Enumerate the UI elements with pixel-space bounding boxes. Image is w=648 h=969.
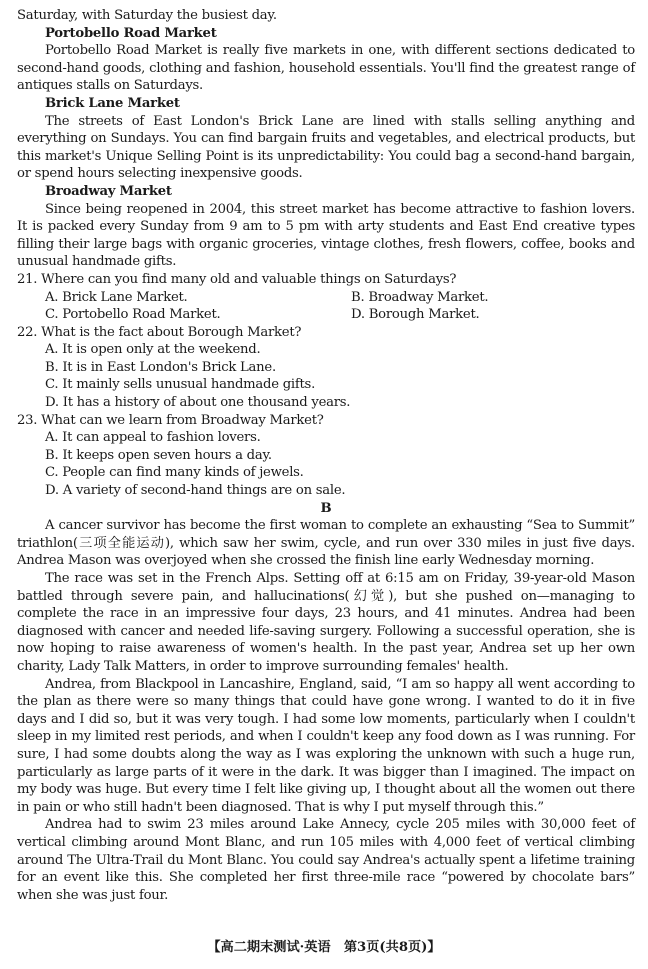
question-stem: 21. Where can you find many old and valuable things on Saturdays? (17, 271, 457, 287)
option-d[interactable]: D. Borough Market. (351, 307, 480, 323)
question-stem: 23. What can we learn from Broadway Market? (17, 412, 324, 428)
option-b[interactable]: B. Broadway Market. (351, 289, 489, 305)
option-a[interactable]: A. It can appeal to fashion lovers. (45, 430, 261, 446)
question-options (17, 289, 635, 324)
question-23 (17, 412, 635, 500)
section-text-broadway: Since being reopened in 2004, this street market has become attractive to fashion lovers. It is packed every Sunday from 9 am to 5 pm with arty students and East End creative types filling their large bags with organic groceries, vintage clothes, fresh flowers, coffee, books and unusual handmade gifts. (17, 201, 635, 270)
passage-b-paragraph: The race was set in the French Alps. Setting off at 6:15 am on Friday, 39-year-old Mason battled through severe pain, and hallucinations(幻觉), but she pushed on—managing to complete the race in an impressive four days, 23 hours, and 41 minutes. Andrea had been diagnosed with cancer and needed life-saving surgery. Following a successful operation, she is now hoping to raise awareness of women's health. In the past year, Andrea set up her own charity, Lady Talk Matters, in order to improve surrounding females' health. (17, 571, 635, 674)
option-c[interactable]: C. Portobello Road Market. (45, 307, 221, 323)
passage-b-paragraph: Andrea, from Blackpool in Lancashire, England, said, “I am so happy all went according to the plan as there were so many things that could have gone wrong. I wanted to do it in five days and I did so, but it was very tough. I had some low moments, particularly when I couldn't sleep in my limited rest periods, and when I couldn't keep any food down as I was running. For sure, I had some doubts along the way as I was exploring the unknown with such a huge run, particularly as large parts of it were in the dark. It was bigger than I imagined. The impact on my body was huge. But every time I felt like giving up, I thought about all the women out there in pain or who still hadn't been diagnosed. That is why I put myself through this.” (17, 676, 635, 815)
passage-b-letter: B (320, 500, 332, 516)
question-stem: 22. What is the fact about Borough Market? (17, 324, 302, 340)
question-21 (17, 271, 635, 324)
passage-b-paragraph: A cancer survivor has become the first woman to complete an exhausting “Sea to Summit” triathlon(三项全能运动), which saw her swim, cycle, and run over 330 miles in just five days. Andrea Mason was overjoyed when she crossed the finish line early Wednesday morning. (17, 518, 635, 569)
section-heading-broadway: Broadway Market (45, 183, 172, 199)
question-options (17, 341, 635, 411)
option-b[interactable]: B. It is in East London's Brick Lane. (45, 359, 276, 375)
option-c[interactable]: C. It mainly sells unusual handmade gifts. (45, 377, 316, 393)
option-a[interactable]: A. Brick Lane Market. (45, 289, 188, 305)
question-options (17, 429, 635, 499)
page-footer: 【高二期末测试·英语 第3页(共8页)】 (207, 940, 441, 955)
option-a[interactable]: A. It is open only at the weekend. (45, 342, 261, 358)
question-22 (17, 324, 635, 412)
option-d[interactable]: D. A variety of second-hand things are on sale. (45, 483, 346, 499)
option-c[interactable]: C. People can find many kinds of jewels. (45, 465, 304, 481)
passage-b-paragraph: Andrea had to swim 23 miles around Lake Annecy, cycle 205 miles with 30,000 feet of vertical climbing around Mont Blanc, and run 105 miles with 4,000 feet of vertical climbing around The Ultra-Trail du Mont Blanc. You could say Andrea's actually spent a lifetime training for an event like this. She completed her first three-mile race “powered by chocolate bars” when she was just four. (17, 817, 635, 903)
exam-page (17, 7, 635, 904)
section-text-brick-lane: The streets of East London's Brick Lane are lined with stalls selling anything and everything on Sundays. You can find bargain fruits and vegetables, and electrical products, but this market's Unique Selling Point is its unpredictability: You could bag a second-hand bargain, or spend hours selecting inexpensive goods. (17, 113, 635, 182)
section-heading-brick-lane: Brick Lane Market (45, 95, 180, 111)
option-b[interactable]: B. It keeps open seven hours a day. (45, 447, 272, 463)
passage-a-intro-tail: Saturday, with Saturday the busiest day. (17, 8, 277, 23)
option-d[interactable]: D. It has a history of about one thousand years. (45, 395, 351, 411)
section-text-portobello: Portobello Road Market is really five markets in one, with different sections dedicated to second-hand goods, clothing and fashion, household essentials. You'll find the greatest range of antiques stalls on Saturdays. (17, 43, 635, 94)
section-heading-portobello: Portobello Road Market (45, 25, 217, 41)
